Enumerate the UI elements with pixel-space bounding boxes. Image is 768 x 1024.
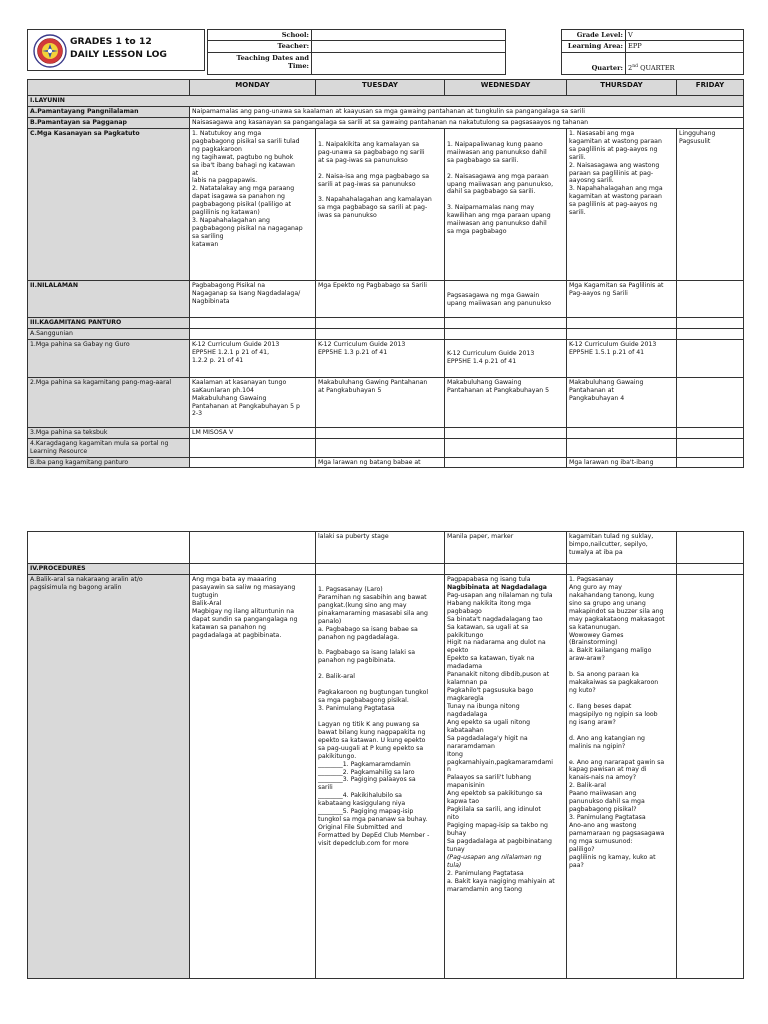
teaching-dates-field[interactable] bbox=[312, 52, 506, 74]
procedures-thursday: 1. Pagsasanay Ang guro ay may nakahandang tanong, kung sino sa grupo ang unang makapindot sa buzzer sila ang may pagkakataong makasagot sa katanunugan. Wowowey Games (Brainstorming) a. Bakit kailangang maligo araw-araw? b. Sa anong paraan ka makakaiwas sa pagkakaroon ng kuto? c. Ilang beses dapat magsipilyo ng ngipin sa loob ng isang araw? d. Ano ang katangian ng malinis na ngipin? e. Ano ang nararapat gawin sa kapag pawisan at may di kanais-nais na amoy? 2. Balik-aral Paano maiiwasan ang panunukso dahil sa mga pagbabagong pisikal? 3. Panimulang Pagtatasa Ano-ano ang wastong pamamaraan ng pagsasagawa ng mga sumusunod: paliligo? paglilinis ng kamay, kuko at paa? bbox=[567, 574, 677, 978]
kasanayan-friday: Lingguhang Pagsusulit bbox=[677, 128, 744, 280]
teksbuk-friday bbox=[677, 427, 744, 438]
school-label: School: bbox=[208, 30, 312, 41]
title-box bbox=[27, 29, 205, 71]
grade-level-label: Grade Level: bbox=[562, 30, 626, 41]
nilalaman-wednesday: Pagsasagawa ng mga Gawain upang maiiwasan ang panunukso bbox=[445, 280, 567, 317]
cont-friday bbox=[677, 532, 744, 564]
row-label-iba-pang-kagamitan: B.Iba pang kagamitang panturo bbox=[28, 457, 190, 468]
gabay-friday bbox=[677, 339, 744, 377]
learning-area-label: Learning Area: bbox=[562, 41, 626, 52]
table-row bbox=[28, 117, 744, 128]
row-label-nilalaman: II.NILALAMAN bbox=[28, 280, 190, 317]
teksbuk-monday: LM MISOSA V bbox=[190, 427, 316, 438]
kasanayan-monday: 1. Natutukoy ang mga pagbabagong pisikal sa sarili tulad ng pagkakaroon ng tagihawat, pagtubo ng buhok sa iba't ibang bahagi ng katawan at labis na pagpapawis. 2. Natatalakay ang mga paraang dapat isagawa sa panahon ng pagbabagong pisikal (paliligo at paglilinis ng katawan) 3. Napahahalagahan ang pagbabagong pisikal na nagaganap sa sariling katawan bbox=[190, 128, 316, 280]
table-row bbox=[28, 377, 744, 427]
teksbuk-tuesday bbox=[316, 427, 445, 438]
mag-aaral-friday bbox=[677, 377, 744, 427]
procedures-friday bbox=[677, 574, 744, 978]
quarter-label: Quarter: bbox=[562, 52, 626, 74]
table-row bbox=[28, 280, 744, 317]
cont-wednesday: Manila paper, marker bbox=[445, 532, 567, 564]
mag-aaral-tuesday: Makabuluhang Gawing Pantahanan at Pangkabuhayan 5 bbox=[316, 377, 445, 427]
deped-seal-logo bbox=[33, 34, 67, 68]
row-label-balik-aral: A.Balik-aral sa nakaraang aralin at/o pagsisimula ng bagong aralin bbox=[28, 574, 190, 978]
learning-area-value: EPP bbox=[626, 41, 744, 52]
quarter-value: 2nd QUARTER bbox=[626, 52, 744, 74]
poem-body: Pag-usapan ang nilalaman ng tula Habang nakikita itong mga pagbabago Sa binata't nagdadalagang tao Sa katawan, sa ugali at sa pakikitungo Higit na nadarama ang dulot na epekto Epekto sa katawan, tiyak na madadama Pananakit nitong dibdib,puson at kalamnan pa Pagkahilo't pagsusuka bago magkaregla Tunay na ibunga nitong nagdadalaga Ang epekto sa ugali nitong kabataahan Sa pagdadalaga'y higit na nararamdaman Itong pagkamahiyain,pagkamaramdami n Palaayos sa sarili't lubhang mapanisinin Ang epektob sa pakikitungo sa kapwa tao Pagkilala sa sarili, ang idinulot nito Pagiging mapag-isip sa takbo ng buhay Sa pagdadalaga at pagbibinatang tunay bbox=[447, 591, 553, 853]
cont-label bbox=[28, 532, 190, 564]
wednesday-intro: Pagpapabasa ng isang tula bbox=[447, 575, 531, 583]
kasanayan-wednesday: 1. Naipapaliwanag kung paano maiiwasan ang panunukso dahil sa pagbabago sa sarili. 2. Naisasagawa ang mga paraan upang maiiwasan ang panunukso, dahil sa pagbabago sa sarili. 3. Naipamamalas nang may kawilihan ang mga paraan upang maiiwasan ang panunukso dahil sa mga pagbabago bbox=[445, 128, 567, 280]
teacher-label: Teacher: bbox=[208, 41, 312, 52]
kasanayan-tuesday: 1. Naipakikita ang kamalayan sa pag-unawa sa pagbabago ng sarili at sa pag-iwas sa panunukso 2. Naisa-isa ang mga pagbabago sa sarili at pag-iwas sa panunukso 3. Napahahalagahan ang kamalayan sa mga pagbabago sa sarili at pag- iwas sa panunukso bbox=[316, 128, 445, 280]
cont-tuesday: lalaki sa puberty stage bbox=[316, 532, 445, 564]
mag-aaral-wednesday: Makabuluhang Gawaing Pantahanan at Pangkabuhayan 5 bbox=[445, 377, 567, 427]
iba-thursday: Mga larawan ng iba't-ibang bbox=[567, 457, 677, 468]
school-field[interactable] bbox=[312, 30, 506, 41]
grade-level-value: V bbox=[626, 30, 744, 41]
table-row bbox=[28, 457, 744, 468]
teksbuk-wednesday bbox=[445, 427, 567, 438]
iba-friday bbox=[677, 457, 744, 468]
day-monday: MONDAY bbox=[190, 80, 316, 96]
poem-title: Nagbibinata at Nagdadalaga bbox=[447, 583, 547, 591]
gabay-tuesday: K-12 Curriculum Guide 2013 EPP5HE 1.3 p.21 of 41 bbox=[316, 339, 445, 377]
table-row bbox=[28, 128, 744, 280]
cont-thursday: kagamitan tulad ng suklay, bimpo,nailcutter, sepilyo, tuwalya at iba pa bbox=[567, 532, 677, 564]
table-row bbox=[28, 339, 744, 377]
kasanayan-thursday: 1. Nasasabi ang mga kagamitan at wastong paraan sa paglilinis at pag-aayos ng sarili. 2. Naisasagawa ang wastong paraan sa paglilinis at pag- aayosng sarili. 3. Napahahalagahan ang mga kagamitan at wastong paraan sa paglilinis at pag-aayos ng sarili. bbox=[567, 128, 677, 280]
header-info-table bbox=[207, 29, 744, 75]
table-row bbox=[28, 427, 744, 438]
gabay-wednesday: K-12 Curriculum Guide 2013 EPP5HE 1.4 p.21 of 41 bbox=[445, 339, 567, 377]
row-label-kasanayan: C.Mga Kasanayan sa Pagkatuto bbox=[28, 128, 190, 280]
lesson-log-table-continued bbox=[27, 531, 744, 979]
row-label-pamantayang-pangnilalaman: A.Pamantayang Pangnilalaman bbox=[28, 106, 190, 117]
iba-wednesday bbox=[445, 457, 567, 468]
mag-aaral-monday: Kaalaman at kasanayan tungo saKaunlaran ph.104 Makabuluhang Gawaing Pantahanan at Pangkabuhayan 5 p 2-3 bbox=[190, 377, 316, 427]
wednesday-assessment: 2. Panimulang Pagtatasa a. Bakit kaya nagiging mahiyain at maramdamin ang taong bbox=[447, 869, 555, 893]
mag-aaral-thursday: Makabuluhang Gawaing Pantahanan at Pangkabuhayan 4 bbox=[567, 377, 677, 427]
teacher-field[interactable] bbox=[312, 41, 506, 52]
row-label-teksbuk: 3.Mga pahina sa teksbuk bbox=[28, 427, 190, 438]
row-label-sanggunian: A.Sanggunian bbox=[28, 328, 190, 339]
nilalaman-thursday: Mga Kagamitan sa Paglilinis at Pag-aayos ng Sarili bbox=[567, 280, 677, 317]
section-procedures: IV.PROCEDURES bbox=[28, 564, 190, 575]
table-row bbox=[28, 438, 744, 457]
section-kagamitan: III.KAGAMITANG PANTURO bbox=[28, 317, 190, 328]
row-label-kagamitang-mag-aaral: 2.Mga pahina sa kagamitang pang-mag-aaral bbox=[28, 377, 190, 427]
pamantayang-pangnilalaman-text: Naipamamalas ang pang-unawa sa kaalaman at kaayusan sa mga gawaing pantahanan at tungkulin sa pangangalaga sa sarili bbox=[190, 106, 744, 117]
nilalaman-friday bbox=[677, 280, 744, 317]
teksbuk-thursday bbox=[567, 427, 677, 438]
iba-tuesday: Mga larawan ng batang babae at bbox=[316, 457, 445, 468]
row-label-pamantayan-sa-pagganap: B.Pamantayan sa Pagganap bbox=[28, 117, 190, 128]
section-layunin: I.LAYUNIN bbox=[28, 96, 744, 107]
poem-note: (Pag-usapan ang nilalaman ng tula) bbox=[447, 853, 542, 869]
table-row bbox=[28, 574, 744, 978]
row-label-gabay-ng-guro: 1.Mga pahina sa Gabay ng Guro bbox=[28, 339, 190, 377]
lesson-log-table bbox=[27, 79, 744, 468]
table-row bbox=[28, 532, 744, 564]
row-label-portal: 4.Karagdagang kagamitan mula sa portal ng Learning Resource bbox=[28, 438, 190, 457]
day-thursday: THURSDAY bbox=[567, 80, 677, 96]
procedures-tuesday: 1. Pagsasanay (Laro) Paramihan ng sasabihin ang bawat pangkat.(kung sino ang may pinakamaraming masasabi sila ang panalo) a. Pagbabago sa isang babae sa panahon ng pagdadalaga. b. Pagbabago sa isang lalaki sa panahon ng pagbibinata. 2. Balik-aral Pagkakaroon ng bugtungan tungkol sa mga pagbabagong pisikal. 3. Panimulang Pagtatasa Lagyan ng titik K ang puwang sa bawat bilang kung nagpapakita ng epekto sa katawan. U kung epekto sa pag-uugali at P kung epekto sa pakikitungo. ________1. Pagkamaramdamin ________2. Pagkamahilig sa laro ________3. Pagiging palaayos sa sarili ________4. Pakikihalubilo sa kabataang kasiggulang niya ________5. Pagiging mapag-isip tungkol sa mga pananaw sa buhay. Original File Submitted and Formatted by DepEd Club Member - visit depedclub.com for more bbox=[316, 574, 445, 978]
day-wednesday: WEDNESDAY bbox=[445, 80, 567, 96]
day-header-row bbox=[28, 80, 744, 96]
iba-monday bbox=[190, 457, 316, 468]
table-row bbox=[28, 106, 744, 117]
gabay-monday: K-12 Curriculum Guide 2013 EPP5HE 1.2.1 p 21 of 41, 1.2.2 p. 21 of 41 bbox=[190, 339, 316, 377]
page-title: GRADES 1 to 12 DAILY LESSON LOG bbox=[70, 36, 167, 60]
day-tuesday: TUESDAY bbox=[316, 80, 445, 96]
nilalaman-tuesday: Mga Epekto ng Pagbabago sa Sarili bbox=[316, 280, 445, 317]
procedures-monday: Ang mga bata ay maaaring pasayawin sa saliw ng masayang tugtugin Balik-Aral Magbigay ng ilang alituntunin na dapat sundin sa pangangalaga ng katawan sa panahon ng pagdadalaga at pagbibinata. bbox=[190, 574, 316, 978]
nilalaman-monday: Pagbabagong Pisikal na Nagaganap sa Isang Nagdadalaga/ Nagbibinata bbox=[190, 280, 316, 317]
gabay-thursday: K-12 Curriculum Guide 2013 EPP5HE 1.5.1 p.21 of 41 bbox=[567, 339, 677, 377]
procedures-wednesday bbox=[445, 574, 567, 978]
teaching-dates-label: Teaching Dates and Time: bbox=[208, 52, 312, 74]
day-friday: FRIDAY bbox=[677, 80, 744, 96]
pamantayan-sa-pagganap-text: Naisasagawa ang kasanayan sa pangangalaga sa sarili at sa gawaing pantahanan na nakatutulong sa pagsasaayos ng tahanan bbox=[190, 117, 744, 128]
